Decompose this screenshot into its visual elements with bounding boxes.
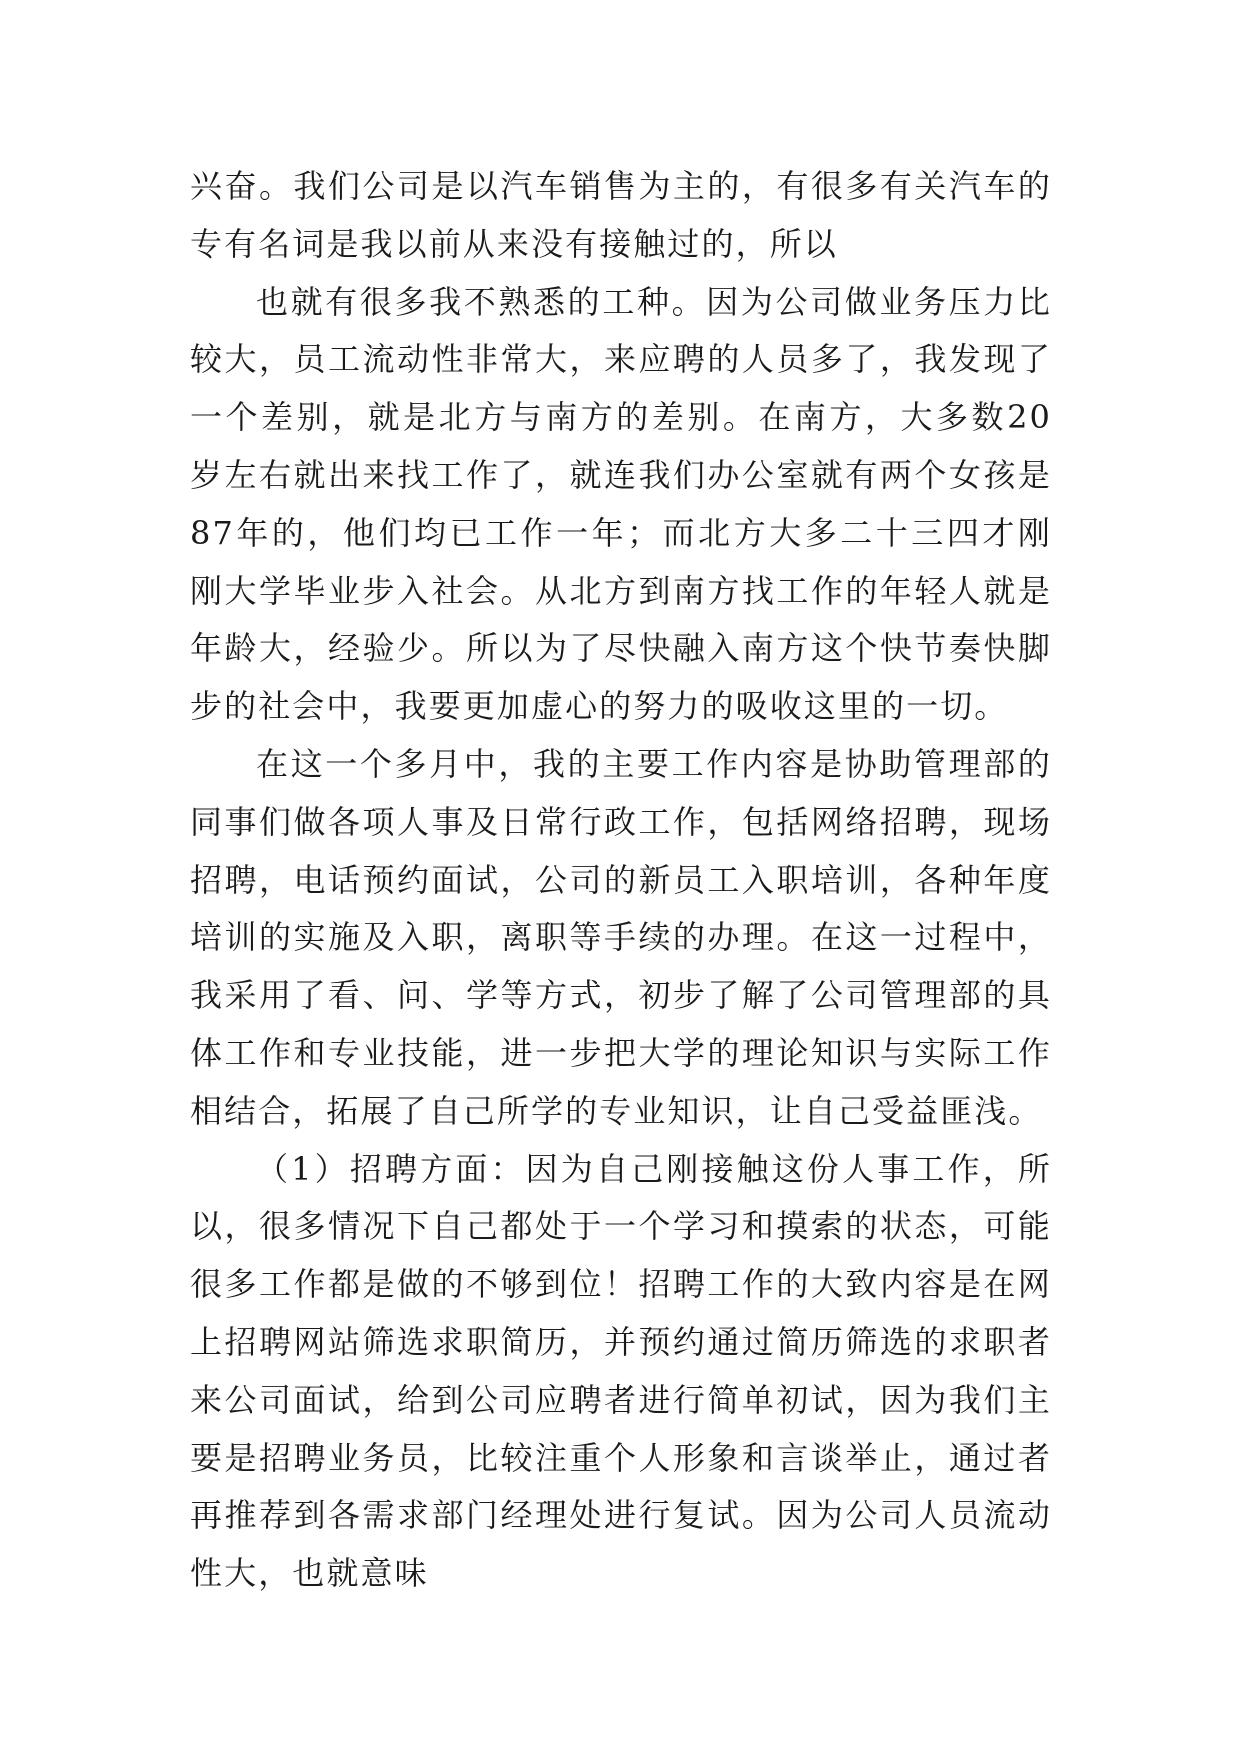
paragraph-1: 兴奋。我们公司是以汽车销售为主的，有很多有关汽车的专有名词是我以前从来没有接触过的，所以 (190, 167, 1052, 263)
paragraph-3: 在这一个多月中，我的主要工作内容是协助管理部的同事们做各项人事及日常行政工作，包括网络招聘，现场招聘，电话预约面试，公司的新员工入职培训，各种年度培训的实施及入职，离职等手续的办理。在这一过程中，我采用了看、问、学等方式，初步了解了公司管理部的具体工作和专业技能，进一步把大学的理论知识与实际工作相结合，拓展了自己所学的专业知识，让自己受益匪浅。 (190, 744, 1052, 1130)
paragraph-4: （1）招聘方面：因为自己刚接触这份人事工作，所以，很多情况下自己都处于一个学习和摸索的状态，可能很多工作都是做的不够到位！招聘工作的大致内容是在网上招聘网站筛选求职简历，并预约通过简历筛选的求职者来公司面试，给到公司应聘者进行简单初试，因为我们主要是招聘业务员，比较注重个人形象和言谈举止，通过者再推荐到各需求部门经理处进行复试。因为公司人员流动性大，也就意味 (190, 1149, 1052, 1593)
body-text (190, 158, 1052, 1603)
paragraph-2: 也就有很多我不熟悉的工种。因为公司做业务压力比较大，员工流动性非常大，来应聘的人员多了，我发现了一个差别，就是北方与南方的差别。在南方，大多数20岁左右就出来找工作了，就连我们办公室就有两个女孩是87年的，他们均已工作一年；而北方大多二十三四才刚刚大学毕业步入社会。从北方到南方找工作的年轻人就是年龄大，经验少。所以为了尽快融入南方这个快节奏快脚步的社会中，我要更加虚心的努力的吸收这里的一切。 (190, 282, 1052, 726)
